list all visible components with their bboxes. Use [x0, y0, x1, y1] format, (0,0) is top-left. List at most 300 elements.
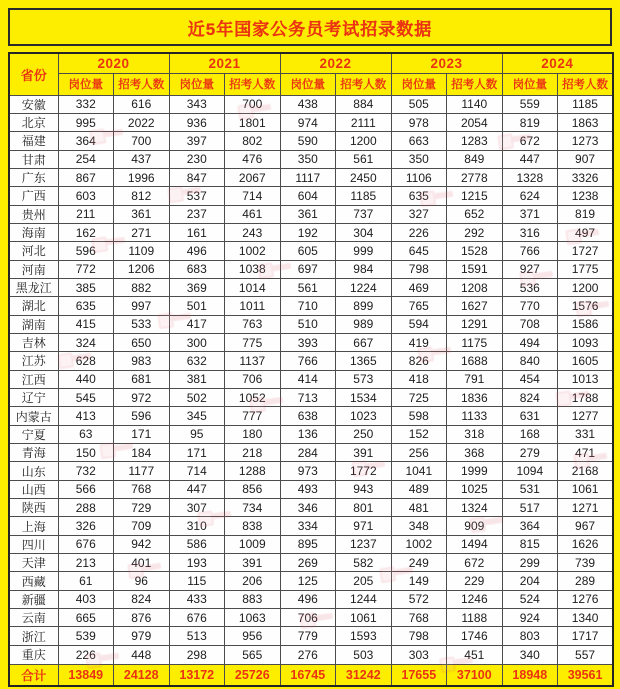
data-cell: 230: [169, 150, 225, 168]
table-row: [9, 645, 613, 664]
data-cell: 856: [225, 480, 281, 498]
data-cell: 303: [391, 645, 447, 664]
data-cell: 418: [391, 370, 447, 388]
data-cell: 1002: [391, 535, 447, 553]
data-cell: 1277: [558, 407, 614, 425]
data-cell: 1340: [558, 609, 614, 627]
data-cell: 340: [502, 645, 558, 664]
data-cell: 739: [558, 554, 614, 572]
data-cell: 772: [58, 260, 114, 278]
data-cell: 924: [502, 609, 558, 627]
data-cell: 631: [502, 407, 558, 425]
data-cell: 1727: [558, 242, 614, 260]
data-cell: 469: [391, 278, 447, 296]
data-cell: 2067: [225, 168, 281, 186]
data-cell: 566: [58, 480, 114, 498]
data-cell: 213: [58, 554, 114, 572]
subcolumn-header: 招考人数: [114, 73, 170, 95]
data-cell: 628: [58, 352, 114, 370]
data-cell: 596: [58, 242, 114, 260]
table-row: [9, 223, 613, 241]
province-cell: 天津: [9, 554, 58, 572]
data-cell: 594: [391, 315, 447, 333]
data-cell: 503: [336, 645, 392, 664]
data-cell: 590: [280, 132, 336, 150]
data-cell: 979: [114, 627, 170, 645]
data-cell: 513: [169, 627, 225, 645]
total-cell: 13849: [58, 664, 114, 686]
data-cell: 184: [114, 444, 170, 462]
table-row: [9, 517, 613, 535]
data-cell: 1772: [336, 462, 392, 480]
data-cell: 539: [58, 627, 114, 645]
data-cell: 226: [391, 223, 447, 241]
data-cell: 638: [280, 407, 336, 425]
data-cell: 269: [280, 554, 336, 572]
data-cell: 706: [280, 609, 336, 627]
data-cell: 667: [336, 333, 392, 351]
total-cell: 37100: [447, 664, 503, 686]
data-cell: 2054: [447, 113, 503, 131]
data-cell: 276: [280, 645, 336, 664]
data-cell: 777: [225, 407, 281, 425]
data-cell: 385: [58, 278, 114, 296]
data-cell: 983: [114, 352, 170, 370]
data-cell: 840: [502, 352, 558, 370]
data-cell: 218: [225, 444, 281, 462]
table-row: [9, 333, 613, 351]
data-cell: 557: [558, 645, 614, 664]
province-cell: 海南: [9, 223, 58, 241]
data-cell: 995: [58, 113, 114, 131]
data-cell: 1494: [447, 535, 503, 553]
table-row: [9, 95, 613, 113]
data-cell: 1215: [447, 187, 503, 205]
data-cell: 229: [447, 572, 503, 590]
data-cell: 838: [225, 517, 281, 535]
data-cell: 972: [114, 389, 170, 407]
data-cell: 652: [447, 205, 503, 223]
data-cell: 798: [391, 627, 447, 645]
data-cell: 1061: [558, 480, 614, 498]
data-cell: 1061: [336, 609, 392, 627]
province-cell: 甘肃: [9, 150, 58, 168]
data-cell: 1291: [447, 315, 503, 333]
data-cell: 978: [391, 113, 447, 131]
data-cell: 461: [225, 205, 281, 223]
data-cell: 882: [114, 278, 170, 296]
data-cell: 909: [447, 517, 503, 535]
data-cell: 150: [58, 444, 114, 462]
data-cell: 324: [58, 333, 114, 351]
data-cell: 348: [391, 517, 447, 535]
data-cell: 942: [114, 535, 170, 553]
data-cell: 561: [280, 278, 336, 296]
data-cell: 815: [502, 535, 558, 553]
data-cell: 1106: [391, 168, 447, 186]
province-cell: 陕西: [9, 499, 58, 517]
data-cell: 819: [502, 113, 558, 131]
table-row: [9, 187, 613, 205]
data-cell: 1271: [558, 499, 614, 517]
data-cell: 545: [58, 389, 114, 407]
province-cell: 河南: [9, 260, 58, 278]
total-cell: 25726: [225, 664, 281, 686]
data-cell: 288: [58, 499, 114, 517]
province-cell: 辽宁: [9, 389, 58, 407]
table-row: [9, 444, 613, 462]
table-row: [9, 113, 613, 131]
data-cell: 801: [336, 499, 392, 517]
data-cell: 713: [280, 389, 336, 407]
data-cell: 517: [502, 499, 558, 517]
data-cell: 63: [58, 425, 114, 443]
table-row: [9, 242, 613, 260]
data-cell: 204: [502, 572, 558, 590]
data-cell: 572: [391, 590, 447, 608]
data-cell: 989: [336, 315, 392, 333]
province-cell: 河北: [9, 242, 58, 260]
year-header: 2023: [391, 53, 502, 73]
data-cell: 1365: [336, 352, 392, 370]
data-cell: 1177: [114, 462, 170, 480]
total-cell: 24128: [114, 664, 170, 686]
data-cell: 1014: [225, 278, 281, 296]
data-cell: 1626: [558, 535, 614, 553]
data-cell: 847: [169, 168, 225, 186]
table-row: [9, 425, 613, 443]
province-cell: 江西: [9, 370, 58, 388]
data-cell: 489: [391, 480, 447, 498]
data-cell: 371: [502, 205, 558, 223]
data-cell: 447: [169, 480, 225, 498]
total-cell: 16745: [280, 664, 336, 686]
data-cell: 403: [58, 590, 114, 608]
data-cell: 765: [391, 297, 447, 315]
table-row: [9, 297, 613, 315]
data-cell: 943: [336, 480, 392, 498]
data-cell: 361: [114, 205, 170, 223]
table-row: [9, 554, 613, 572]
data-cell: 2778: [447, 168, 503, 186]
data-cell: 1324: [447, 499, 503, 517]
data-cell: 598: [391, 407, 447, 425]
data-cell: 391: [225, 554, 281, 572]
province-cell: 广东: [9, 168, 58, 186]
data-cell: 331: [558, 425, 614, 443]
data-cell: 1775: [558, 260, 614, 278]
data-cell: 437: [114, 150, 170, 168]
data-cell: 505: [391, 95, 447, 113]
data-cell: 171: [169, 444, 225, 462]
year-header: 2020: [58, 53, 169, 73]
province-cell: 云南: [9, 609, 58, 627]
province-cell: 吉林: [9, 333, 58, 351]
total-cell: 39561: [558, 664, 614, 686]
data-cell: 1109: [114, 242, 170, 260]
province-cell: 四川: [9, 535, 58, 553]
data-cell: 192: [280, 223, 336, 241]
data-cell: 1185: [558, 95, 614, 113]
data-cell: 791: [447, 370, 503, 388]
data-cell: 1206: [114, 260, 170, 278]
total-label-cell: 合计: [9, 664, 58, 686]
data-cell: 433: [169, 590, 225, 608]
data-cell: 700: [114, 132, 170, 150]
data-cell: 2168: [558, 462, 614, 480]
table-row: [9, 480, 613, 498]
data-cell: 2111: [336, 113, 392, 131]
data-cell: 476: [225, 150, 281, 168]
data-cell: 531: [502, 480, 558, 498]
data-cell: 676: [169, 609, 225, 627]
year-header: 2022: [280, 53, 391, 73]
data-cell: 524: [502, 590, 558, 608]
recruitment-data-table: [8, 52, 614, 687]
data-cell: 997: [114, 297, 170, 315]
data-cell: 683: [169, 260, 225, 278]
data-cell: 536: [502, 278, 558, 296]
data-cell: 440: [58, 370, 114, 388]
data-cell: 1025: [447, 480, 503, 498]
province-cell: 青海: [9, 444, 58, 462]
table-footer: [9, 664, 613, 686]
subcolumn-header: 招考人数: [225, 73, 281, 95]
year-header-row: [9, 53, 613, 73]
data-cell: 502: [169, 389, 225, 407]
data-cell: 725: [391, 389, 447, 407]
data-cell: 709: [114, 517, 170, 535]
province-cell: 西藏: [9, 572, 58, 590]
data-cell: 168: [502, 425, 558, 443]
data-cell: 697: [280, 260, 336, 278]
data-cell: 586: [169, 535, 225, 553]
table-body: [9, 95, 613, 664]
data-cell: 454: [502, 370, 558, 388]
data-cell: 381: [169, 370, 225, 388]
data-cell: 171: [114, 425, 170, 443]
table-row: [9, 315, 613, 333]
data-cell: 971: [336, 517, 392, 535]
data-cell: 346: [280, 499, 336, 517]
data-cell: 1041: [391, 462, 447, 480]
data-cell: 2022: [114, 113, 170, 131]
subheader-row: [9, 73, 613, 95]
data-cell: 819: [558, 205, 614, 223]
data-cell: 616: [114, 95, 170, 113]
table-row: [9, 370, 613, 388]
data-cell: 1188: [447, 609, 503, 627]
data-cell: 624: [502, 187, 558, 205]
data-cell: 1038: [225, 260, 281, 278]
province-cell: 新疆: [9, 590, 58, 608]
data-cell: 125: [280, 572, 336, 590]
data-cell: 299: [502, 554, 558, 572]
table-row: [9, 462, 613, 480]
data-cell: 494: [502, 333, 558, 351]
data-cell: 1137: [225, 352, 281, 370]
data-cell: 413: [58, 407, 114, 425]
data-cell: 3326: [558, 168, 614, 186]
province-cell: 湖南: [9, 315, 58, 333]
subcolumn-header: 岗位量: [280, 73, 336, 95]
data-cell: 768: [391, 609, 447, 627]
data-cell: 451: [447, 645, 503, 664]
data-cell: 496: [169, 242, 225, 260]
data-cell: 304: [336, 223, 392, 241]
data-cell: 249: [391, 554, 447, 572]
data-cell: 732: [58, 462, 114, 480]
data-cell: 766: [280, 352, 336, 370]
data-cell: 1996: [114, 168, 170, 186]
data-cell: 250: [336, 425, 392, 443]
data-cell: 419: [391, 333, 447, 351]
data-cell: 327: [391, 205, 447, 223]
data-cell: 350: [391, 150, 447, 168]
data-cell: 496: [280, 590, 336, 608]
data-cell: 729: [114, 499, 170, 517]
table-row: [9, 407, 613, 425]
data-cell: 256: [391, 444, 447, 462]
data-cell: 300: [169, 333, 225, 351]
data-cell: 95: [169, 425, 225, 443]
province-cell: 福建: [9, 132, 58, 150]
data-cell: 650: [114, 333, 170, 351]
data-cell: 884: [336, 95, 392, 113]
data-cell: 676: [58, 535, 114, 553]
data-cell: 1063: [225, 609, 281, 627]
data-cell: 1238: [558, 187, 614, 205]
data-cell: 1002: [225, 242, 281, 260]
data-cell: 414: [280, 370, 336, 388]
data-cell: 1746: [447, 627, 503, 645]
data-cell: 2450: [336, 168, 392, 186]
data-cell: 867: [58, 168, 114, 186]
data-cell: 364: [502, 517, 558, 535]
data-cell: 493: [280, 480, 336, 498]
data-cell: 1717: [558, 627, 614, 645]
data-cell: 332: [58, 95, 114, 113]
data-cell: 193: [169, 554, 225, 572]
data-cell: 318: [447, 425, 503, 443]
data-cell: 279: [502, 444, 558, 462]
subcolumn-header: 岗位量: [169, 73, 225, 95]
data-cell: 734: [225, 499, 281, 517]
total-cell: 31242: [336, 664, 392, 686]
data-cell: 237: [169, 205, 225, 223]
data-cell: 899: [336, 297, 392, 315]
year-header: 2021: [169, 53, 280, 73]
data-cell: 393: [280, 333, 336, 351]
province-cell: 安徽: [9, 95, 58, 113]
data-cell: 849: [447, 150, 503, 168]
data-cell: 149: [391, 572, 447, 590]
data-cell: 350: [280, 150, 336, 168]
table-row: [9, 205, 613, 223]
data-cell: 632: [169, 352, 225, 370]
subcolumn-header: 招考人数: [447, 73, 503, 95]
data-cell: 401: [114, 554, 170, 572]
data-cell: 206: [225, 572, 281, 590]
province-cell: 山西: [9, 480, 58, 498]
data-cell: 876: [114, 609, 170, 627]
data-cell: 1999: [447, 462, 503, 480]
data-cell: 284: [280, 444, 336, 462]
data-cell: 481: [391, 499, 447, 517]
subcolumn-header: 招考人数: [336, 73, 392, 95]
data-cell: 447: [502, 150, 558, 168]
data-cell: 1011: [225, 297, 281, 315]
data-cell: 1534: [336, 389, 392, 407]
data-cell: 596: [114, 407, 170, 425]
data-cell: 96: [114, 572, 170, 590]
data-cell: 1175: [447, 333, 503, 351]
data-cell: 999: [336, 242, 392, 260]
data-cell: 768: [114, 480, 170, 498]
data-cell: 415: [58, 315, 114, 333]
data-cell: 1200: [336, 132, 392, 150]
data-cell: 1009: [225, 535, 281, 553]
data-cell: 162: [58, 223, 114, 241]
province-cell: 浙江: [9, 627, 58, 645]
data-cell: 604: [280, 187, 336, 205]
data-cell: 310: [169, 517, 225, 535]
data-cell: 775: [225, 333, 281, 351]
table-row: [9, 260, 613, 278]
data-cell: 812: [114, 187, 170, 205]
data-cell: 1013: [558, 370, 614, 388]
table-row: [9, 352, 613, 370]
data-cell: 243: [225, 223, 281, 241]
data-cell: 974: [280, 113, 336, 131]
table-row: [9, 499, 613, 517]
table-row: [9, 627, 613, 645]
total-cell: 18948: [502, 664, 558, 686]
data-cell: 115: [169, 572, 225, 590]
data-cell: 369: [169, 278, 225, 296]
table-row: [9, 132, 613, 150]
data-cell: 1052: [225, 389, 281, 407]
page-title: 近5年国家公务员考试招录数据: [187, 19, 433, 39]
data-cell: 737: [336, 205, 392, 223]
data-cell: 205: [336, 572, 392, 590]
data-cell: 708: [502, 315, 558, 333]
table-row: [9, 150, 613, 168]
data-cell: 1093: [558, 333, 614, 351]
data-cell: 289: [558, 572, 614, 590]
data-cell: 1208: [447, 278, 503, 296]
data-cell: 397: [169, 132, 225, 150]
data-cell: 1528: [447, 242, 503, 260]
data-cell: 180: [225, 425, 281, 443]
data-cell: 605: [280, 242, 336, 260]
data-cell: 533: [114, 315, 170, 333]
subcolumn-header: 招考人数: [558, 73, 614, 95]
data-cell: 826: [391, 352, 447, 370]
data-cell: 1224: [336, 278, 392, 296]
data-cell: 345: [169, 407, 225, 425]
data-cell: 603: [58, 187, 114, 205]
data-cell: 956: [225, 627, 281, 645]
data-cell: 61: [58, 572, 114, 590]
data-cell: 326: [58, 517, 114, 535]
data-cell: 714: [225, 187, 281, 205]
data-cell: 803: [502, 627, 558, 645]
province-cell: 江苏: [9, 352, 58, 370]
data-cell: 361: [280, 205, 336, 223]
data-cell: 895: [280, 535, 336, 553]
province-cell: 内蒙古: [9, 407, 58, 425]
